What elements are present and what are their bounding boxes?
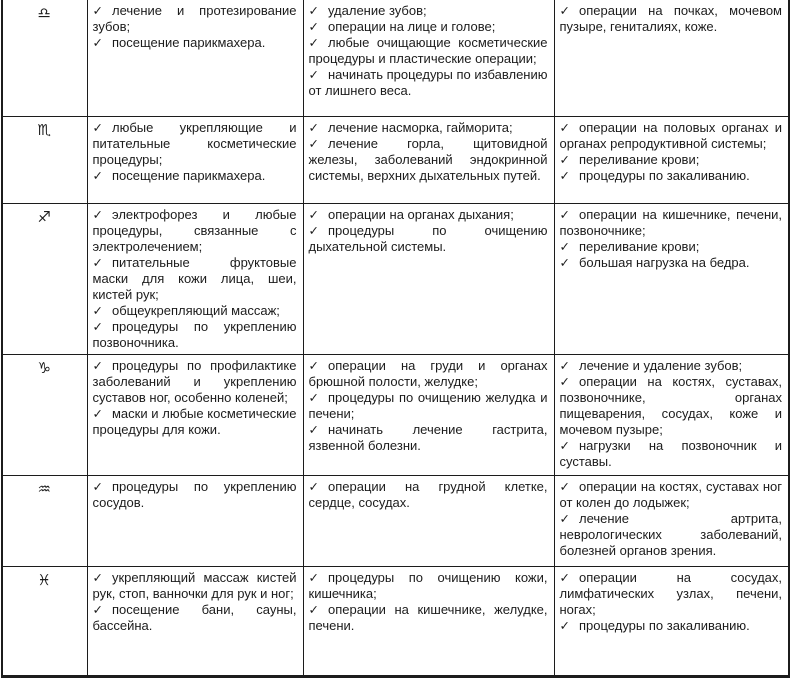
checkmark-icon: ✓ — [308, 358, 319, 373]
procedure-text: любые очищающие косметические процедуры и пластические операции; — [308, 35, 548, 66]
procedure-text: операции на кишечнике, печени, позвоночнике; — [559, 206, 782, 238]
checkmark-icon: ✓ — [308, 479, 319, 494]
procedure-item — [560, 618, 783, 634]
procedure-item — [309, 35, 548, 67]
checkmark-icon: ✓ — [308, 120, 319, 135]
procedure-item — [93, 570, 297, 602]
procedure-item — [93, 319, 297, 351]
procedure-text: удаление зубов; — [327, 3, 427, 18]
procedure-item — [560, 570, 783, 618]
procedure-text: операции на грудной клетке, сердце, сосудах. — [308, 478, 548, 510]
procedure-item — [560, 255, 783, 271]
procedures-cell — [303, 203, 554, 354]
checkmark-icon: ✓ — [559, 239, 570, 254]
procedure-text: лечение артрита, неврологических заболеваний, болезней органов зрения. — [559, 510, 782, 558]
procedure-item — [560, 358, 783, 374]
checkmark-icon: ✓ — [559, 374, 570, 389]
procedure-text: процедуры по укреплению позвоночника. — [92, 318, 297, 350]
checkmark-icon: ✓ — [308, 570, 319, 585]
procedure-item — [560, 168, 783, 184]
capricorn-icon: ♑ — [37, 358, 51, 377]
procedure-text: большая нагрузка на бедра. — [578, 254, 750, 270]
checkmark-icon: ✓ — [92, 358, 103, 373]
procedure-text: операции на почках, мочевом пузыре, гениталиях, коже. — [559, 3, 782, 34]
checkmark-icon: ✓ — [308, 20, 319, 34]
procedure-item — [309, 570, 548, 602]
procedure-text: операции на кишечнике, желудке, печени. — [308, 601, 548, 633]
procedure-text: лечение горла, щитовидной железы, заболеваний эндокринной системы, верхних дыхательных путей. — [308, 135, 548, 183]
scorpio-icon: ♏ — [37, 120, 51, 139]
procedure-text: посещение парикмахера. — [111, 167, 266, 183]
procedure-item — [560, 239, 783, 255]
procedure-text: операции на лице и голове; — [327, 19, 496, 34]
procedures-cell — [554, 116, 789, 203]
checkmark-icon: ✓ — [92, 207, 103, 222]
checkmark-icon: ✓ — [559, 168, 570, 183]
pisces-icon: ♓ — [37, 570, 51, 589]
zodiac-sign-cell — [2, 475, 87, 566]
checkmark-icon: ✓ — [92, 406, 103, 421]
procedure-item — [93, 406, 297, 438]
procedure-item — [93, 255, 297, 303]
procedure-item — [560, 207, 783, 239]
procedure-item — [560, 3, 783, 35]
procedures-cell — [303, 475, 554, 566]
procedures-cell — [554, 203, 789, 354]
procedures-cell — [303, 354, 554, 475]
table-row-capricorn — [2, 354, 789, 475]
procedure-item — [93, 358, 297, 406]
procedure-text: электрофорез и любые процедуры, связанные с электролечением; — [92, 206, 297, 254]
procedures-cell — [303, 116, 554, 203]
procedure-item — [309, 479, 548, 511]
procedure-text: процедуры по профилактике заболеваний и укреплению суставов ног, особенно коленей; — [92, 357, 297, 405]
procedure-item — [93, 3, 297, 35]
procedure-text: начинать процедуры по избавлению от лишнего веса. — [308, 67, 548, 98]
checkmark-icon: ✓ — [559, 358, 570, 373]
procedure-item — [309, 19, 548, 35]
zodiac-sign-cell — [2, 0, 87, 116]
procedure-text: операции на сосудах, лимфатических узлах, печени, ногах; — [559, 569, 782, 617]
checkmark-icon: ✓ — [92, 602, 103, 617]
procedure-text: посещение бани, сауны, бассейна. — [92, 601, 297, 633]
procedure-item — [93, 602, 297, 634]
procedure-text: процедуры по очищению дыхательной системы. — [308, 222, 548, 254]
checkmark-icon: ✓ — [308, 390, 319, 405]
checkmark-icon: ✓ — [559, 120, 570, 135]
checkmark-icon: ✓ — [308, 207, 319, 222]
procedure-text: процедуры по укреплению сосудов. — [92, 478, 297, 510]
procedure-text: процедуры по очищению кожи, кишечника; — [308, 569, 548, 601]
checkmark-icon: ✓ — [308, 223, 319, 238]
checkmark-icon: ✓ — [308, 422, 319, 437]
procedure-item — [309, 358, 548, 390]
procedures-cell — [87, 116, 303, 203]
procedures-cell — [554, 0, 789, 116]
procedure-item — [309, 390, 548, 422]
table-row-aquarius — [2, 475, 789, 566]
procedure-text: операции на груди и органах брюшной полости, желудке; — [308, 357, 548, 389]
checkmark-icon: ✓ — [92, 303, 103, 318]
procedure-item — [309, 207, 548, 223]
zodiac-sign-cell — [2, 116, 87, 203]
procedures-cell — [554, 475, 789, 566]
checkmark-icon: ✓ — [308, 136, 319, 151]
procedure-item — [309, 422, 548, 454]
checkmark-icon: ✓ — [92, 570, 103, 585]
procedure-text: начинать лечение гастрита, язвенной болезни. — [308, 421, 548, 453]
procedures-cell — [87, 203, 303, 354]
procedure-text: нагрузки на позвоночник и суставы. — [559, 437, 782, 469]
checkmark-icon: ✓ — [559, 4, 570, 18]
procedure-item — [309, 136, 548, 184]
procedures-cell — [87, 475, 303, 566]
procedures-cell — [87, 0, 303, 116]
procedure-text: общеукрепляющий массаж; — [111, 302, 280, 318]
procedure-text: любые укрепляющие и питательные косметические процедуры; — [92, 119, 297, 167]
procedure-item — [93, 479, 297, 511]
checkmark-icon: ✓ — [308, 602, 319, 617]
procedure-item — [93, 35, 297, 51]
aquarius-icon: ♒ — [37, 479, 51, 498]
procedure-item — [93, 120, 297, 168]
checkmark-icon: ✓ — [308, 4, 319, 18]
checkmark-icon: ✓ — [559, 511, 570, 526]
libra-icon: ♎ — [37, 4, 51, 22]
checkmark-icon: ✓ — [559, 152, 570, 167]
procedures-cell — [87, 354, 303, 475]
checkmark-icon: ✓ — [308, 68, 319, 82]
checkmark-icon: ✓ — [559, 570, 570, 585]
procedures-cell — [303, 566, 554, 676]
checkmark-icon: ✓ — [92, 319, 103, 334]
procedure-text: лечение и удаление зубов; — [578, 357, 743, 373]
procedure-item — [560, 374, 783, 438]
checkmark-icon: ✓ — [92, 255, 103, 270]
procedure-item — [560, 120, 783, 152]
procedure-item — [93, 303, 297, 319]
zodiac-sign-cell — [2, 354, 87, 475]
table-row-sagittarius — [2, 203, 789, 354]
procedure-text: операции на половых органах и органах репродуктивной системы; — [559, 119, 782, 151]
checkmark-icon: ✓ — [308, 36, 319, 50]
procedure-text: укрепляющий массаж кистей рук, стоп, ванночки для рук и ног; — [92, 569, 297, 601]
checkmark-icon: ✓ — [559, 479, 570, 494]
procedure-text: лечение и протезирование зубов; — [92, 3, 297, 34]
procedure-text: маски и любые косметические процедуры для кожи. — [92, 405, 297, 437]
zodiac-sign-cell — [2, 566, 87, 676]
procedures-cell — [87, 566, 303, 676]
checkmark-icon: ✓ — [559, 438, 570, 453]
procedure-item — [309, 120, 548, 136]
checkmark-icon: ✓ — [92, 4, 103, 18]
table-row-pisces — [2, 566, 789, 676]
checkmark-icon: ✓ — [92, 168, 103, 183]
checkmark-icon: ✓ — [92, 120, 103, 135]
procedure-text: посещение парикмахера. — [111, 35, 266, 50]
procedure-item — [93, 207, 297, 255]
procedure-item — [309, 602, 548, 634]
procedure-text: операции на костях, суставах, позвоночнике, органах пищеварения, сосудах, коже и мочевом пузыре; — [559, 373, 782, 437]
table-row-scorpio — [2, 116, 789, 203]
procedure-item — [309, 3, 548, 19]
zodiac-sign-cell — [2, 203, 87, 354]
procedure-text: операции на органах дыхания; — [327, 206, 514, 222]
procedure-item — [560, 479, 783, 511]
procedures-cell — [554, 354, 789, 475]
checkmark-icon: ✓ — [559, 207, 570, 222]
procedures-cell — [554, 566, 789, 676]
table-row-libra — [2, 0, 789, 116]
procedure-item — [560, 152, 783, 168]
procedure-text: процедуры по очищению желудка и печени; — [308, 389, 548, 421]
procedure-item — [309, 67, 548, 99]
procedures-cell — [303, 0, 554, 116]
procedure-text: переливание крови; — [578, 238, 700, 254]
checkmark-icon: ✓ — [559, 255, 570, 270]
procedure-item — [93, 168, 297, 184]
checkmark-icon: ✓ — [92, 36, 103, 50]
checkmark-icon: ✓ — [559, 618, 570, 633]
procedure-text: переливание крови; — [578, 151, 700, 167]
checkmark-icon: ✓ — [92, 479, 103, 494]
procedure-item — [560, 438, 783, 470]
procedure-text: операции на костях, суставах ног от колен до лодыжек; — [559, 478, 782, 510]
procedure-text: лечение насморка, гайморита; — [327, 119, 513, 135]
procedure-text: процедуры по закаливанию. — [578, 617, 750, 633]
procedure-text: питательные фруктовые маски для кожи лица, шеи, кистей рук; — [92, 254, 297, 302]
procedure-item — [560, 511, 783, 559]
procedure-text: процедуры по закаливанию. — [578, 167, 750, 183]
zodiac-procedures-table — [1, 0, 790, 678]
sagittarius-icon: ♐ — [37, 207, 51, 226]
procedure-item — [309, 223, 548, 255]
